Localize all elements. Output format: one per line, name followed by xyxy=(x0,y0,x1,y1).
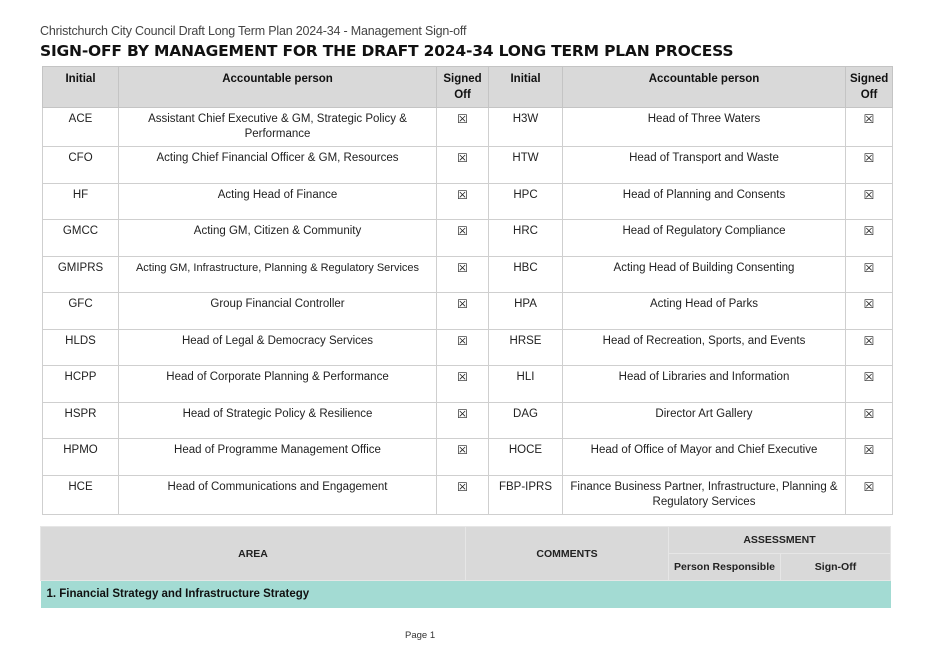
person-cell: Head of Transport and Waste xyxy=(563,147,846,184)
initial-cell: HRC xyxy=(489,220,563,257)
table-row xyxy=(43,475,893,514)
initial-cell: HRSE xyxy=(489,329,563,366)
signed-checkbox[interactable]: ☒ xyxy=(846,329,893,366)
signed-checkbox[interactable]: ☒ xyxy=(437,439,489,476)
initial-cell: FBP-IPRS xyxy=(489,475,563,514)
signed-checkbox[interactable]: ☒ xyxy=(437,220,489,257)
initial-cell: HSPR xyxy=(43,402,119,439)
initial-cell: CFO xyxy=(43,147,119,184)
header-person-responsible: Person Responsible xyxy=(669,554,781,581)
person-cell: Group Financial Controller xyxy=(119,293,437,330)
table-row xyxy=(43,183,893,220)
signed-checkbox[interactable]: ☒ xyxy=(846,402,893,439)
person-cell: Head of Legal & Democracy Services xyxy=(119,329,437,366)
initial-cell: GMIPRS xyxy=(43,256,119,293)
signed-checkbox[interactable]: ☒ xyxy=(846,256,893,293)
person-cell: Acting Chief Financial Officer & GM, Resources xyxy=(119,147,437,184)
signed-checkbox[interactable]: ☒ xyxy=(846,475,893,514)
initial-cell: HF xyxy=(43,183,119,220)
table-row xyxy=(43,147,893,184)
initial-cell: DAG xyxy=(489,402,563,439)
person-cell: Head of Three Waters xyxy=(563,108,846,147)
person-cell: Acting GM, Citizen & Community xyxy=(119,220,437,257)
assessment-header-row xyxy=(41,527,891,554)
section-title: 1. Financial Strategy and Infrastructure Strategy xyxy=(41,581,891,608)
signed-checkbox[interactable]: ☒ xyxy=(437,183,489,220)
page-number: Page 1 xyxy=(405,630,436,641)
person-cell: Head of Recreation, Sports, and Events xyxy=(563,329,846,366)
initial-cell: HLI xyxy=(489,366,563,403)
initial-cell: HCPP xyxy=(43,366,119,403)
document-title: SIGN-OFF BY MANAGEMENT FOR THE DRAFT 2024-34 LONG TERM PLAN PROCESS xyxy=(40,42,734,60)
assessment-table xyxy=(40,526,891,608)
header-comments: COMMENTS xyxy=(466,527,669,581)
person-cell: Head of Programme Management Office xyxy=(119,439,437,476)
header-sign-off: Sign-Off xyxy=(781,554,891,581)
section-row xyxy=(41,581,891,608)
person-cell: Head of Planning and Consents xyxy=(563,183,846,220)
signed-checkbox[interactable]: ☒ xyxy=(846,108,893,147)
document-subtitle: Christchurch City Council Draft Long Term Plan 2024-34 - Management Sign-off xyxy=(40,24,467,38)
person-cell: Head of Corporate Planning & Performance xyxy=(119,366,437,403)
initial-cell: HCE xyxy=(43,475,119,514)
table-row xyxy=(43,402,893,439)
person-cell: Head of Communications and Engagement xyxy=(119,475,437,514)
initial-cell: HLDS xyxy=(43,329,119,366)
initial-cell: GFC xyxy=(43,293,119,330)
person-cell: Acting Head of Finance xyxy=(119,183,437,220)
signed-checkbox[interactable]: ☒ xyxy=(437,329,489,366)
initial-cell: HOCE xyxy=(489,439,563,476)
signed-checkbox[interactable]: ☒ xyxy=(437,147,489,184)
header-accountable-person: Accountable person xyxy=(563,67,846,108)
signed-checkbox[interactable]: ☒ xyxy=(846,439,893,476)
signed-checkbox[interactable]: ☒ xyxy=(846,220,893,257)
header-assessment: ASSESSMENT xyxy=(669,527,891,554)
table-row xyxy=(43,439,893,476)
signed-checkbox[interactable]: ☒ xyxy=(437,366,489,403)
person-cell: Director Art Gallery xyxy=(563,402,846,439)
initial-cell: H3W xyxy=(489,108,563,147)
header-accountable-person: Accountable person xyxy=(119,67,437,108)
person-cell: Head of Libraries and Information xyxy=(563,366,846,403)
person-cell: Acting Head of Building Consenting xyxy=(563,256,846,293)
table-row xyxy=(43,256,893,293)
initial-cell: HPA xyxy=(489,293,563,330)
table-row xyxy=(43,329,893,366)
initial-cell: GMCC xyxy=(43,220,119,257)
signed-checkbox[interactable]: ☒ xyxy=(437,108,489,147)
signoff-table xyxy=(42,66,893,515)
initial-cell: HBC xyxy=(489,256,563,293)
header-area: AREA xyxy=(41,527,466,581)
signed-checkbox[interactable]: ☒ xyxy=(437,293,489,330)
initial-cell: HPMO xyxy=(43,439,119,476)
person-cell: Acting GM, Infrastructure, Planning & Regulatory Services xyxy=(119,256,437,293)
signed-checkbox[interactable]: ☒ xyxy=(437,256,489,293)
signed-checkbox[interactable]: ☒ xyxy=(846,366,893,403)
header-initial: Initial xyxy=(489,67,563,108)
person-cell: Head of Strategic Policy & Resilience xyxy=(119,402,437,439)
header-signed-off: Signed Off xyxy=(846,67,893,108)
signed-checkbox[interactable]: ☒ xyxy=(846,147,893,184)
person-cell: Acting Head of Parks xyxy=(563,293,846,330)
signed-checkbox[interactable]: ☒ xyxy=(846,293,893,330)
signed-checkbox[interactable]: ☒ xyxy=(846,183,893,220)
person-cell: Head of Office of Mayor and Chief Executive xyxy=(563,439,846,476)
signed-checkbox[interactable]: ☒ xyxy=(437,475,489,514)
table-row xyxy=(43,220,893,257)
table-row xyxy=(43,366,893,403)
person-cell: Head of Regulatory Compliance xyxy=(563,220,846,257)
signoff-header-row xyxy=(43,67,893,108)
initial-cell: HTW xyxy=(489,147,563,184)
signed-checkbox[interactable]: ☒ xyxy=(437,402,489,439)
header-signed-off: Signed Off xyxy=(437,67,489,108)
table-row xyxy=(43,293,893,330)
table-row xyxy=(43,108,893,147)
person-cell: Assistant Chief Executive & GM, Strategic Policy & Performance xyxy=(119,108,437,147)
initial-cell: HPC xyxy=(489,183,563,220)
initial-cell: ACE xyxy=(43,108,119,147)
person-cell: Finance Business Partner, Infrastructure, Planning & Regulatory Services xyxy=(563,475,846,514)
header-initial: Initial xyxy=(43,67,119,108)
